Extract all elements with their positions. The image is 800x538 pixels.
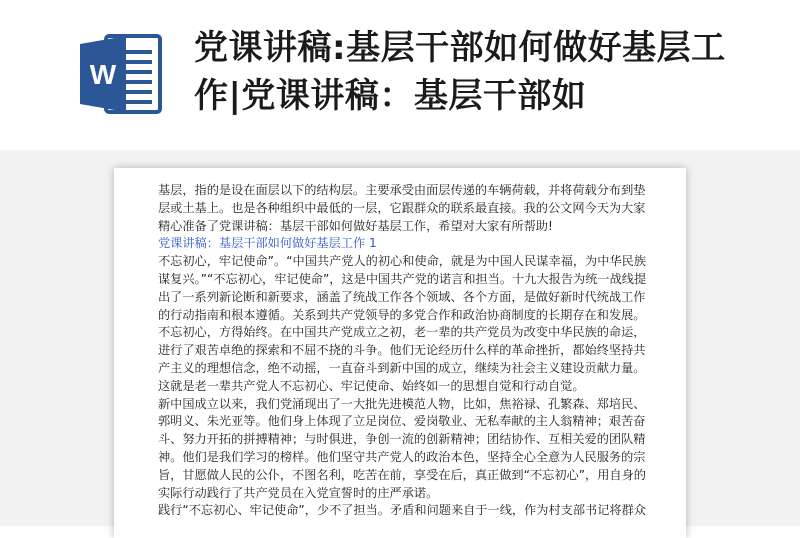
paragraph: 践行“不忘初心、牢记使命”，少不了担当。矛盾和问题来自于一线，作为村支部书记将群众 [158, 503, 646, 518]
document-body [158, 182, 656, 520]
document-page [114, 168, 686, 538]
document-title: 党课讲稿:基层干部如何做好基层工作|党课讲稿：基层干部如 [194, 28, 726, 116]
paragraph: 不忘初心，牢记使命”。“中国共产党人的初心和使命，就是为中国人民谋幸福，为中华民族谋复兴。”“不忘初心，牢记使命”，这是中国共产党的诺言和担当。十九大报告为统一战线提出了一系列新论断和新要求，涵盖了统战工作各个领域、各个方面，是做好新时代统战工作的行动指南和根本遵循。关系到共产党领导的多党合作和政治协商制度的长期存在和发展。 [158, 254, 647, 322]
word-document-icon [78, 30, 164, 118]
paragraph: 不忘初心，方得始终。在中国共产党成立之初，老一辈的共产党员为改变中华民族的命运，进行了艰苦卓绝的探索和不屈不挠的斗争。他们无论经历什么样的革命挫折，都始终坚持共产主义的理想信念，绝不动摇，一直奋斗到新中国的成立，继续为社会主义建设贡献力量。这就是老一辈共产党人不忘初心、牢记使命、始终如一的思想自觉和行动自觉。 [158, 325, 646, 393]
section-heading-link[interactable]: 党课讲稿：基层干部如何做好基层工作 1 [158, 236, 377, 251]
paragraph-intro: 基层，指的是设在面层以下的结构层。主要承受由面层传递的车辆荷载，并将荷载分布到垫层或土基上。也是各种组织中最低的一层，它跟群众的联系最直接。我的公文网今天为大家精心准备了党课讲稿：基层干部如何做好基层工作，希望对大家有所帮助! [158, 183, 646, 233]
word-icon-letter: W [89, 59, 117, 90]
paragraph: 新中国成立以来，我们党涌现出了一大批先进模范人物，比如，焦裕禄、孔繁森、郑培民、郭明义、朱光亚等。他们身上体现了立足岗位、爱岗敬业、无私奉献的主人翁精神；艰苦奋斗、努力开拓的拼搏精神；与时俱进，争创一流的创新精神；团结协作、互相关爱的团队精神。他们是我们学习的榜样。他们坚守共产党人的政治本色，坚持全心全意为人民服务的宗旨，甘愿做人民的公仆，不图名利，吃苦在前，享受在后，真正做到“不忘初心”，用自身的实际行动践行了共产党员在入党宣誓时的庄严承诺。 [158, 396, 646, 500]
header [0, 0, 800, 150]
